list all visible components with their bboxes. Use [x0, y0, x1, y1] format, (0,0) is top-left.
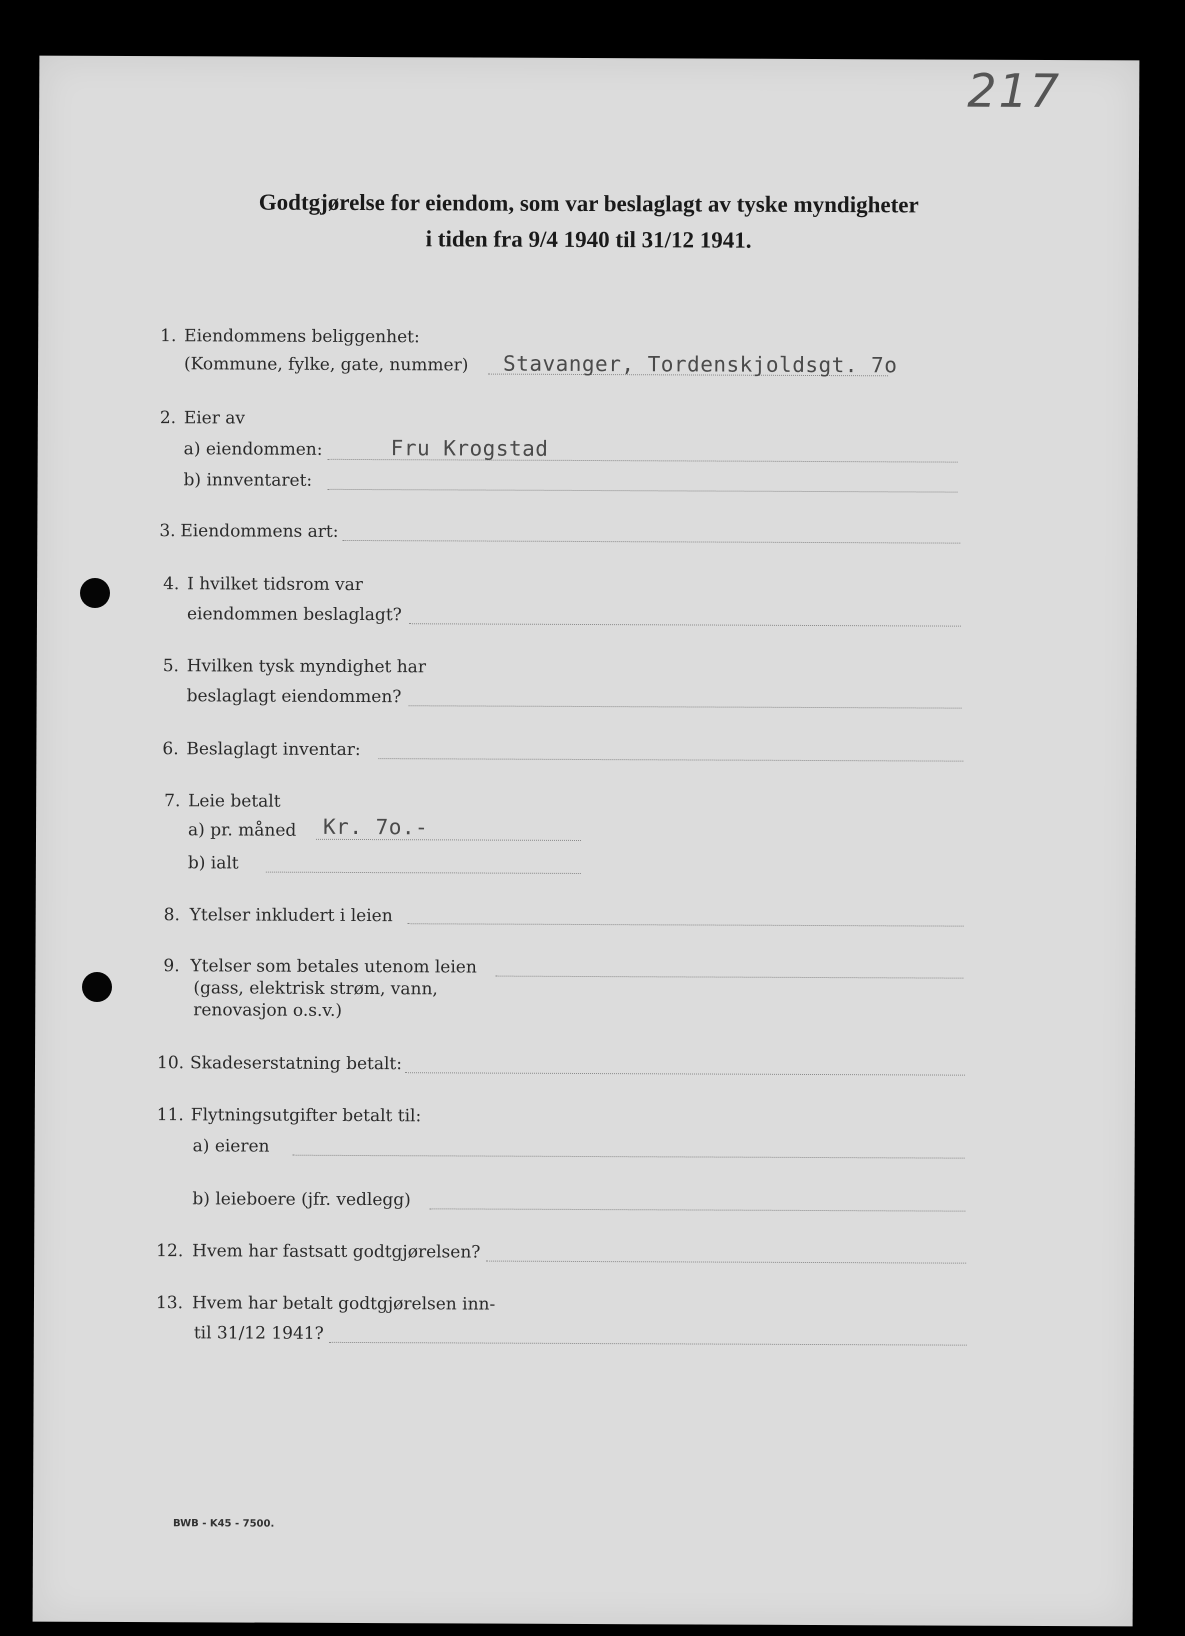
q9-answer-line — [495, 976, 963, 979]
q9-label: Ytelser som betales utenom leien — [190, 956, 477, 978]
q7b-label: b) ialt — [187, 853, 239, 874]
q2b-answer-line — [328, 489, 958, 493]
q7a-answer-line — [316, 839, 581, 841]
title-line-1: Godtgjørelse for eiendom, som var beslaglagt av tyske myndigheter — [258, 189, 919, 218]
q9-sublabel-1: (gass, elektrisk strøm, vann, — [193, 978, 438, 1000]
q9-sublabel-2: renovasjon o.s.v.) — [193, 1000, 343, 1021]
q3-number: 3. — [159, 521, 176, 542]
title-line-2: i tiden fra 9/4 1940 til 31/12 1941. — [425, 226, 752, 253]
q11b-answer-line — [429, 1208, 965, 1211]
q10-number: 10. — [156, 1053, 185, 1074]
punch-hole-top — [80, 578, 110, 608]
q1-number: 1. — [160, 326, 177, 347]
q1-answer: Stavanger, Tordenskjoldsgt. 7o — [503, 351, 898, 378]
q8-number: 8. — [163, 905, 180, 926]
q4-answer-line — [409, 623, 961, 626]
q8-label: Ytelser inkludert i leien — [189, 905, 393, 927]
q2a-answer: Fru Krogstad — [390, 436, 549, 461]
q6-label: Beslaglagt inventar: — [186, 739, 361, 761]
q5-number: 5. — [162, 656, 180, 677]
q11a-answer-line — [293, 1155, 965, 1159]
q5-label: Hvilken tysk myndighet har — [186, 656, 427, 678]
q13-number: 13. — [155, 1293, 184, 1314]
q12-number: 12. — [156, 1241, 184, 1262]
q11-number: 11. — [156, 1105, 184, 1126]
q13-answer-line — [329, 1342, 967, 1346]
q7b-answer-line — [266, 872, 581, 874]
q10-answer-line — [405, 1072, 965, 1075]
q9-number: 9. — [163, 956, 180, 977]
q3-answer-line — [342, 540, 960, 544]
q6-number: 6. — [162, 739, 179, 760]
q5-answer-line — [409, 705, 962, 708]
q7a-label: a) pr. måned — [187, 820, 297, 841]
q12-label: Hvem har fastsatt godtgjørelsen? — [192, 1241, 481, 1263]
q6-answer-line — [378, 758, 963, 762]
q4-label: I hvilket tidsrom var — [187, 574, 363, 596]
form-title — [39, 184, 1139, 261]
q11-label: Flytningsutgifter betalt til: — [190, 1105, 422, 1127]
q4-sublabel: eiendommen beslaglagt? — [186, 604, 402, 626]
q7-label: Leie betalt — [188, 791, 281, 812]
q2-number: 2. — [159, 408, 177, 429]
q2-label: Eier av — [183, 408, 246, 429]
handwritten-page-number: 217 — [967, 63, 1062, 119]
q12-answer-line — [486, 1261, 966, 1264]
punch-hole-bottom — [82, 972, 112, 1002]
q11b-label: b) leieboere (jfr. vedlegg) — [192, 1189, 411, 1211]
q7a-answer: Kr. 7o.- — [323, 814, 429, 840]
q1-label: Eiendommens beliggenhet: — [184, 326, 420, 348]
form-page — [33, 56, 1140, 1627]
q10-label: Skadeserstatning betalt: — [189, 1053, 403, 1075]
q8-answer-line — [408, 923, 964, 926]
q11a-label: a) eieren — [192, 1136, 270, 1157]
q1-sublabel: (Kommune, fylke, gate, nummer) — [184, 354, 469, 376]
q2b-label: b) innventaret: — [183, 470, 313, 491]
q5-sublabel: beslaglagt eiendommen? — [186, 686, 402, 708]
q3-label: Eiendommens art: — [180, 521, 339, 542]
q13-sublabel: til 31/12 1941? — [193, 1323, 324, 1344]
q2a-label: a) eiendommen: — [183, 439, 323, 460]
q13-label: Hvem har betalt godtgjørelsen inn- — [191, 1293, 496, 1315]
q7-number: 7. — [164, 791, 181, 812]
q4-number: 4. — [163, 574, 180, 595]
print-code: BWB - K45 - 7500. — [172, 1518, 275, 1530]
